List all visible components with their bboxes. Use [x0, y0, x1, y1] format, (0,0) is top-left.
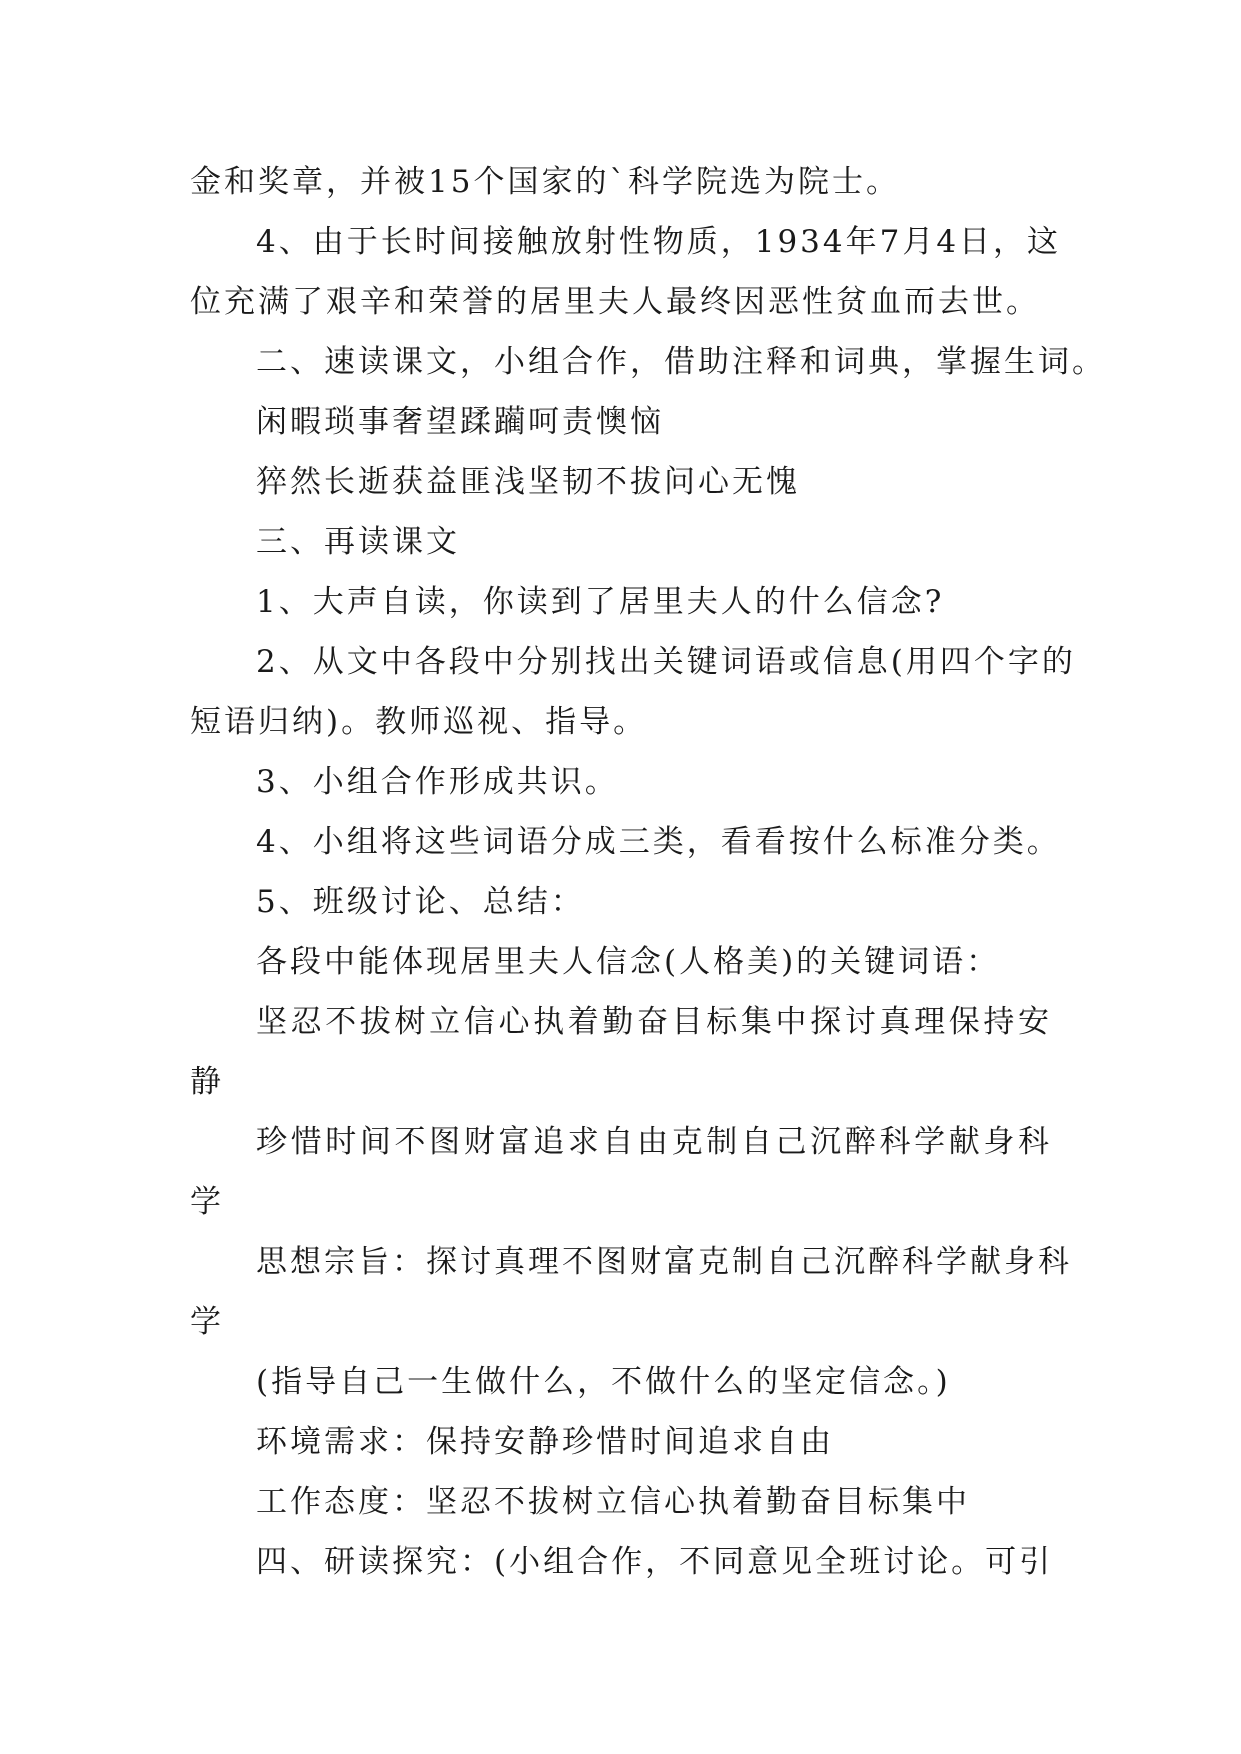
paragraph-line: 学 — [190, 1304, 224, 1340]
paragraph-line: 环境需求：保持安静珍惜时间追求自由 — [256, 1424, 834, 1460]
paragraph-line: 思想宗旨：探讨真理不图财富克制自己沉醉科学献身科 — [256, 1244, 1072, 1280]
paragraph-line: (指导自己一生做什么，不做什么的坚定信念。) — [256, 1364, 951, 1400]
paragraph-line: 工作态度：坚忍不拔树立信心执着勤奋目标集中 — [256, 1484, 970, 1520]
keyword-line: 坚忍不拔树立信心执着勤奋目标集中探讨真理保持安 — [256, 1004, 1052, 1040]
section-heading: 二、速读课文，小组合作，借助注释和词典，掌握生词。 — [256, 344, 1106, 380]
paragraph-line: 4、小组将这些词语分成三类，看看按什么标准分类。 — [256, 824, 1061, 860]
paragraph-line: 位充满了艰辛和荣誉的居里夫人最终因恶性贫血而去世。 — [190, 284, 1040, 320]
paragraph-line: 短语归纳)。教师巡视、指导。 — [190, 704, 648, 740]
section-heading: 四、研读探究：(小组合作，不同意见全班讨论。可引 — [256, 1544, 1054, 1580]
keyword-line: 学 — [190, 1184, 224, 1220]
vocabulary-line: 闲暇琐事奢望蹂躏呵责懊恼 — [256, 404, 664, 440]
paragraph-line: 各段中能体现居里夫人信念(人格美)的关键词语： — [256, 944, 1001, 980]
paragraph-line: 5、班级讨论、总结： — [256, 884, 585, 920]
document-body — [190, 152, 1106, 1592]
paragraph-line: 4、由于长时间接触放射性物质，1934年7月4日，这 — [256, 224, 1062, 260]
paragraph-line: 2、从文中各段中分别找出关键词语或信息(用四个字的 — [256, 644, 1076, 680]
section-heading: 三、再读课文 — [256, 524, 460, 560]
paragraph-line: 1、大声自读，你读到了居里夫人的什么信念? — [256, 584, 945, 620]
paragraph-line: 金和奖章，并被15个国家的`科学院选为院士。 — [190, 164, 900, 200]
vocabulary-line: 猝然长逝获益匪浅坚韧不拔问心无愧 — [256, 464, 800, 500]
keyword-line: 静 — [190, 1064, 224, 1100]
keyword-line: 珍惜时间不图财富追求自由克制自己沉醉科学献身科 — [256, 1124, 1052, 1160]
paragraph-line: 3、小组合作形成共识。 — [256, 764, 619, 800]
